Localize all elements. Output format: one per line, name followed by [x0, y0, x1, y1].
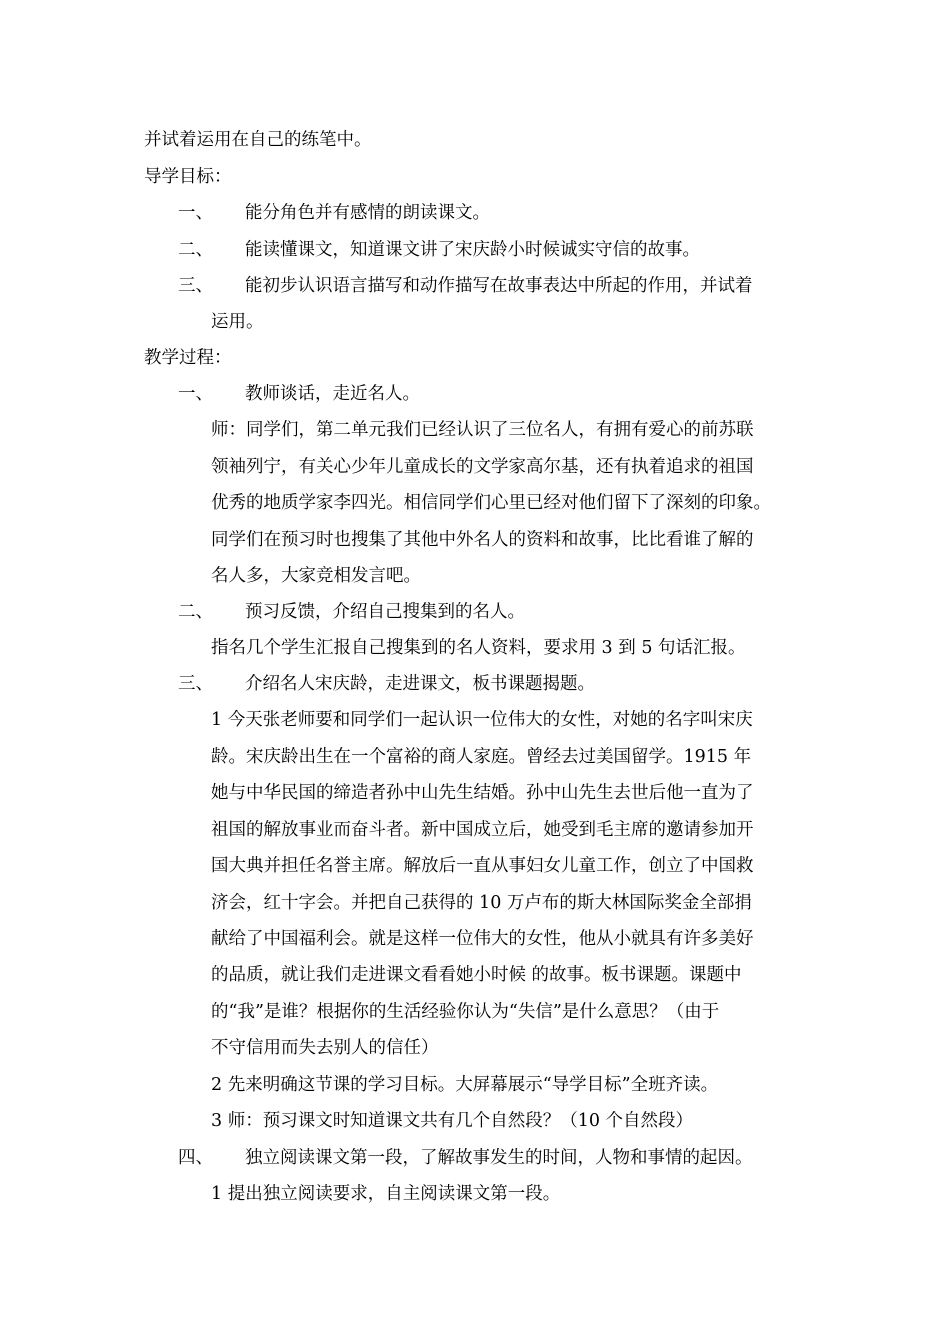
step-heading: 教师谈话，走近名人。 [245, 384, 420, 404]
paragraph-line: 2 先来明确这节课的学习目标。大屏幕展示“导学目标”全班齐读。 [211, 1075, 719, 1095]
objective-item: 能初步认识语言描写和动作描写在故事表达中所起的作用，并试着 [245, 276, 753, 296]
list-numeral: 四、 [178, 1148, 213, 1168]
objective-item: 能分角色并有感情的朗读课文。 [245, 203, 490, 223]
list-numeral: 一、 [178, 203, 213, 223]
objective-item: 能读懂课文，知道课文讲了宋庆龄小时候诚实守信的故事。 [245, 240, 700, 260]
paragraph-line: 济会，红十字会。并把自己获得的 10 万卢布的斯大林国际奖金全部捐 [211, 893, 752, 913]
paragraph-line: 名人多，大家竞相发言吧。 [211, 566, 421, 586]
list-numeral: 三、 [178, 276, 213, 296]
list-numeral: 二、 [178, 240, 213, 260]
paragraph-line: 她与中华民国的缔造者孙中山先生结婚。孙中山先生去世后他一直为了 [211, 783, 754, 803]
step-heading: 介绍名人宋庆龄，走进课文，板书课题揭题。 [245, 674, 595, 694]
paragraph-line: 优秀的地质学家李四光。相信同学们心里已经对他们留下了深刻的印象。 [211, 493, 771, 513]
objective-item-continued: 运用。 [211, 312, 264, 332]
list-numeral: 二、 [178, 602, 213, 622]
paragraph-line: 献给了中国福利会。就是这样一位伟大的女性，他从小就具有许多美好 [211, 929, 754, 949]
paragraph-line: 的品质，就让我们走进课文看看她小时候 的故事。板书课题。课题中 [211, 965, 742, 985]
paragraph-line: 同学们在预习时也搜集了其他中外名人的资料和故事，比比看谁了解的 [211, 530, 754, 550]
paragraph-line: 师：同学们，第二单元我们已经认识了三位名人，有拥有爱心的前苏联 [211, 420, 754, 440]
paragraph-line: 的“我”是谁？根据你的生活经验你认为“失信”是什么意思？（由于 [211, 1002, 720, 1022]
paragraph-line: 1 今天张老师要和同学们一起认识一位伟大的女性，对她的名字叫宋庆 [211, 710, 753, 730]
paragraph-line: 指名几个学生汇报自己搜集到的名人资料，要求用 3 到 5 句话汇报。 [211, 638, 746, 658]
paragraph-line: 1 提出独立阅读要求，自主阅读课文第一段。 [211, 1184, 561, 1204]
list-numeral: 三、 [178, 674, 213, 694]
list-numeral: 一、 [178, 384, 213, 404]
paragraph-line: 领袖列宁，有关心少年儿童成长的文学家高尔基，还有执着追求的祖国 [211, 457, 754, 477]
text-line: 并试着运用在自己的练笔中。 [144, 130, 372, 150]
step-heading: 预习反馈，介绍自己搜集到的名人。 [245, 602, 525, 622]
paragraph-line: 祖国的解放事业而奋斗者。新中国成立后，她受到毛主席的邀请参加开 [211, 820, 754, 840]
section-heading-process: 教学过程： [144, 348, 232, 368]
paragraph-line: 不守信用而失去别人的信任） [211, 1038, 439, 1058]
paragraph-line: 3 师：预习课文时知道课文共有几个自然段？（10 个自然段） [211, 1111, 694, 1131]
paragraph-line: 国大典并担任名誉主席。解放后一直从事妇女儿童工作，创立了中国救 [211, 856, 754, 876]
step-heading: 独立阅读课文第一段，了解故事发生的时间，人物和事情的起因。 [245, 1148, 753, 1168]
paragraph-line: 龄。宋庆龄出生在一个富裕的商人家庭。曾经去过美国留学。1915 年 [211, 747, 752, 767]
section-heading-objectives: 导学目标： [144, 167, 232, 187]
